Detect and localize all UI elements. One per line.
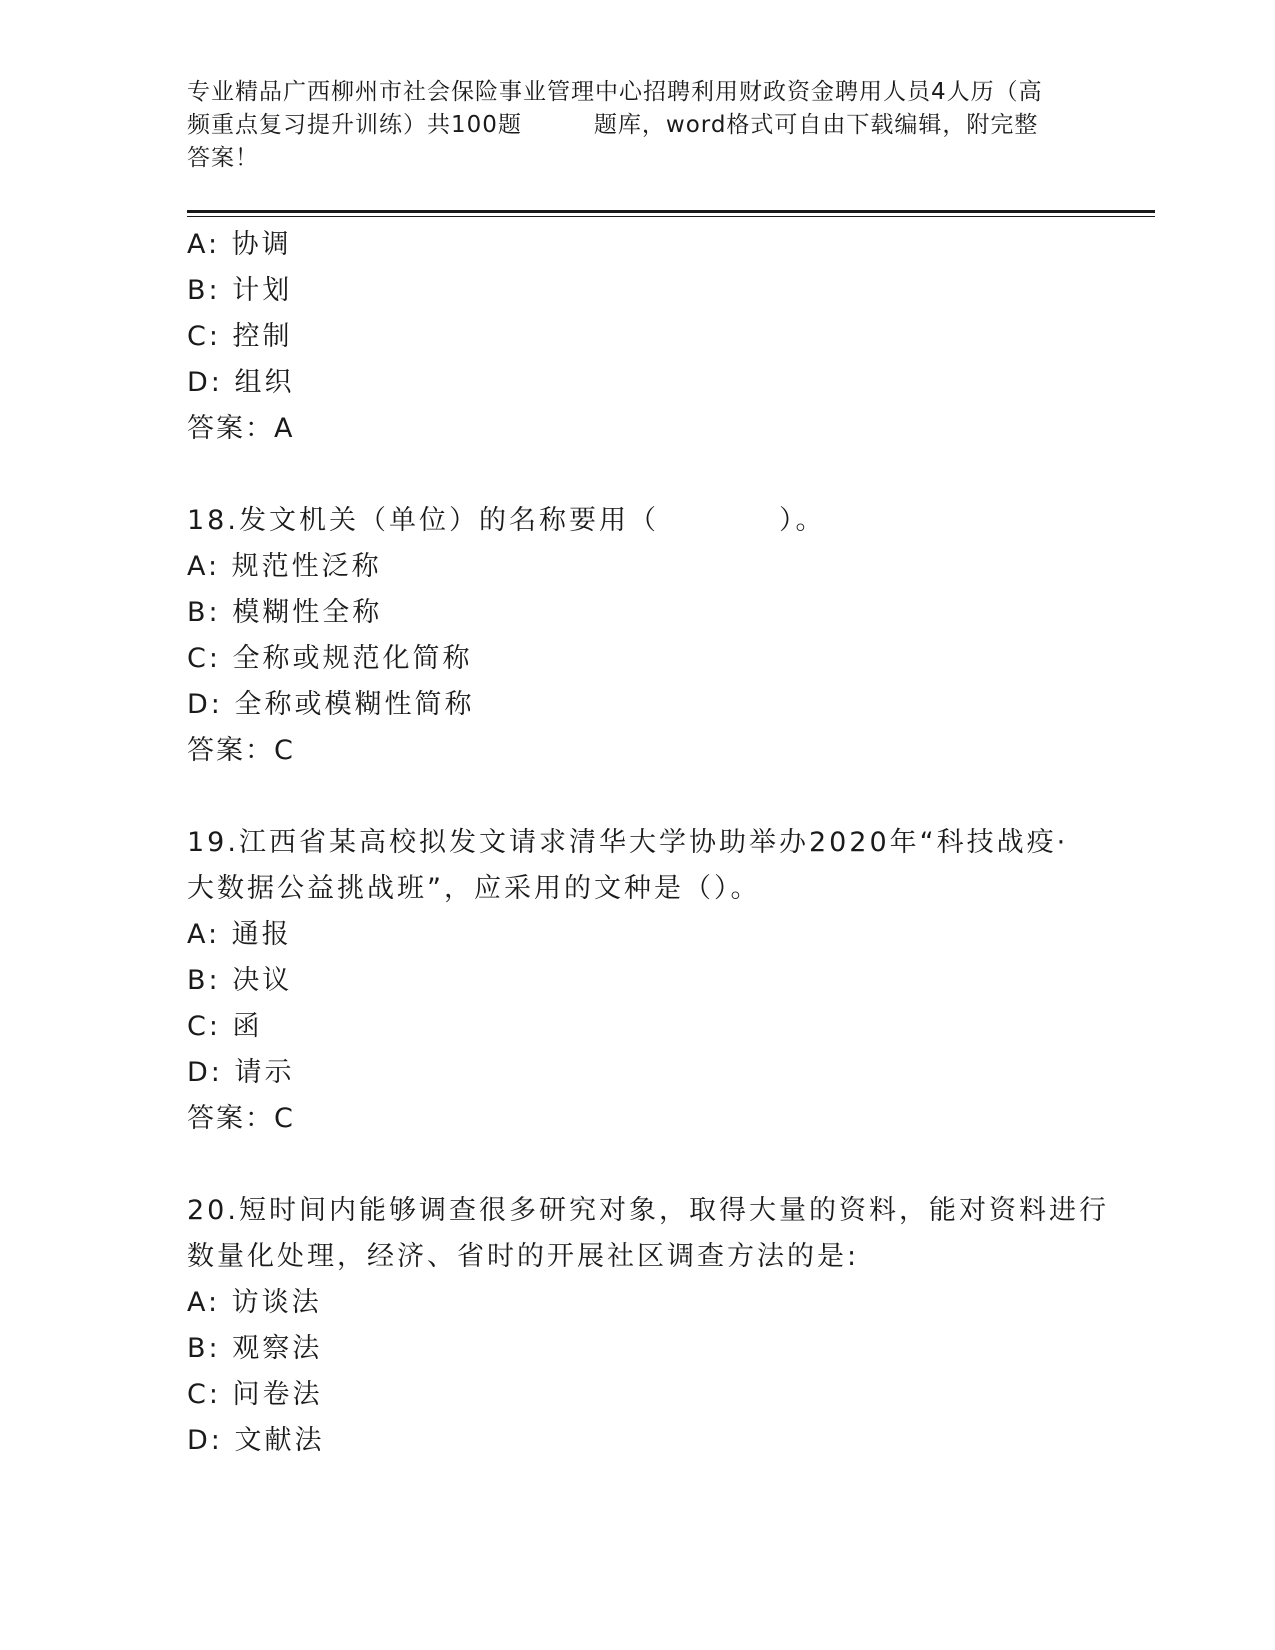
document-header [187,76,1087,175]
option-a: A: 规范性泛称 [187,551,382,582]
question-19 [187,820,1155,1142]
question-stem-line-1: 19.江西省某高校拟发文请求清华大学协助举办2020年“科技战疫· [187,827,1069,858]
option-d: D: 全称或模糊性简称 [187,689,475,720]
header-line-3: 答案！ [187,145,259,171]
header-line-2: 频重点复习提升训练）共100题 题库，word格式可自由下载编辑，附完整 [187,112,1039,138]
answer: 答案：A [187,413,295,444]
option-b: B: 观察法 [187,1333,323,1364]
question-20 [187,1188,1155,1464]
spacer [187,452,1155,498]
option-b: B: 模糊性全称 [187,597,383,628]
option-d: D: 文献法 [187,1425,325,1456]
question-17-tail [187,222,1155,452]
question-stem: 18.发文机关（单位）的名称要用（ ）。 [187,505,826,536]
option-d: D: 请示 [187,1057,295,1088]
option-b: B: 决议 [187,965,293,996]
question-stem-line-1: 20.短时间内能够调查很多研究对象，取得大量的资料，能对资料进行 [187,1195,1109,1226]
option-a: A: 访谈法 [187,1287,322,1318]
header-line-1: 专业精品广西柳州市社会保险事业管理中心招聘利用财政资金聘用人员4人历（高 [187,79,1043,105]
spacer [187,1142,1155,1188]
option-b: B: 计划 [187,275,293,306]
option-a: A: 通报 [187,919,292,950]
option-c: C: 问卷法 [187,1379,323,1410]
option-c: C: 控制 [187,321,293,352]
question-stem-line-2: 数量化处理，经济、省时的开展社区调查方法的是: [187,1241,860,1272]
option-d: D: 组织 [187,367,295,398]
option-c: C: 函 [187,1011,263,1042]
question-stem-line-2: 大数据公益挑战班”，应采用的文种是（）。 [187,873,761,904]
header-divider-thick [187,210,1155,213]
header-divider-thin [187,216,1155,217]
document-body [187,222,1155,1464]
option-c: C: 全称或规范化简称 [187,643,473,674]
option-a: A: 协调 [187,229,292,260]
answer: 答案：C [187,1103,295,1134]
spacer [187,774,1155,820]
question-18 [187,498,1155,774]
answer: 答案：C [187,735,295,766]
